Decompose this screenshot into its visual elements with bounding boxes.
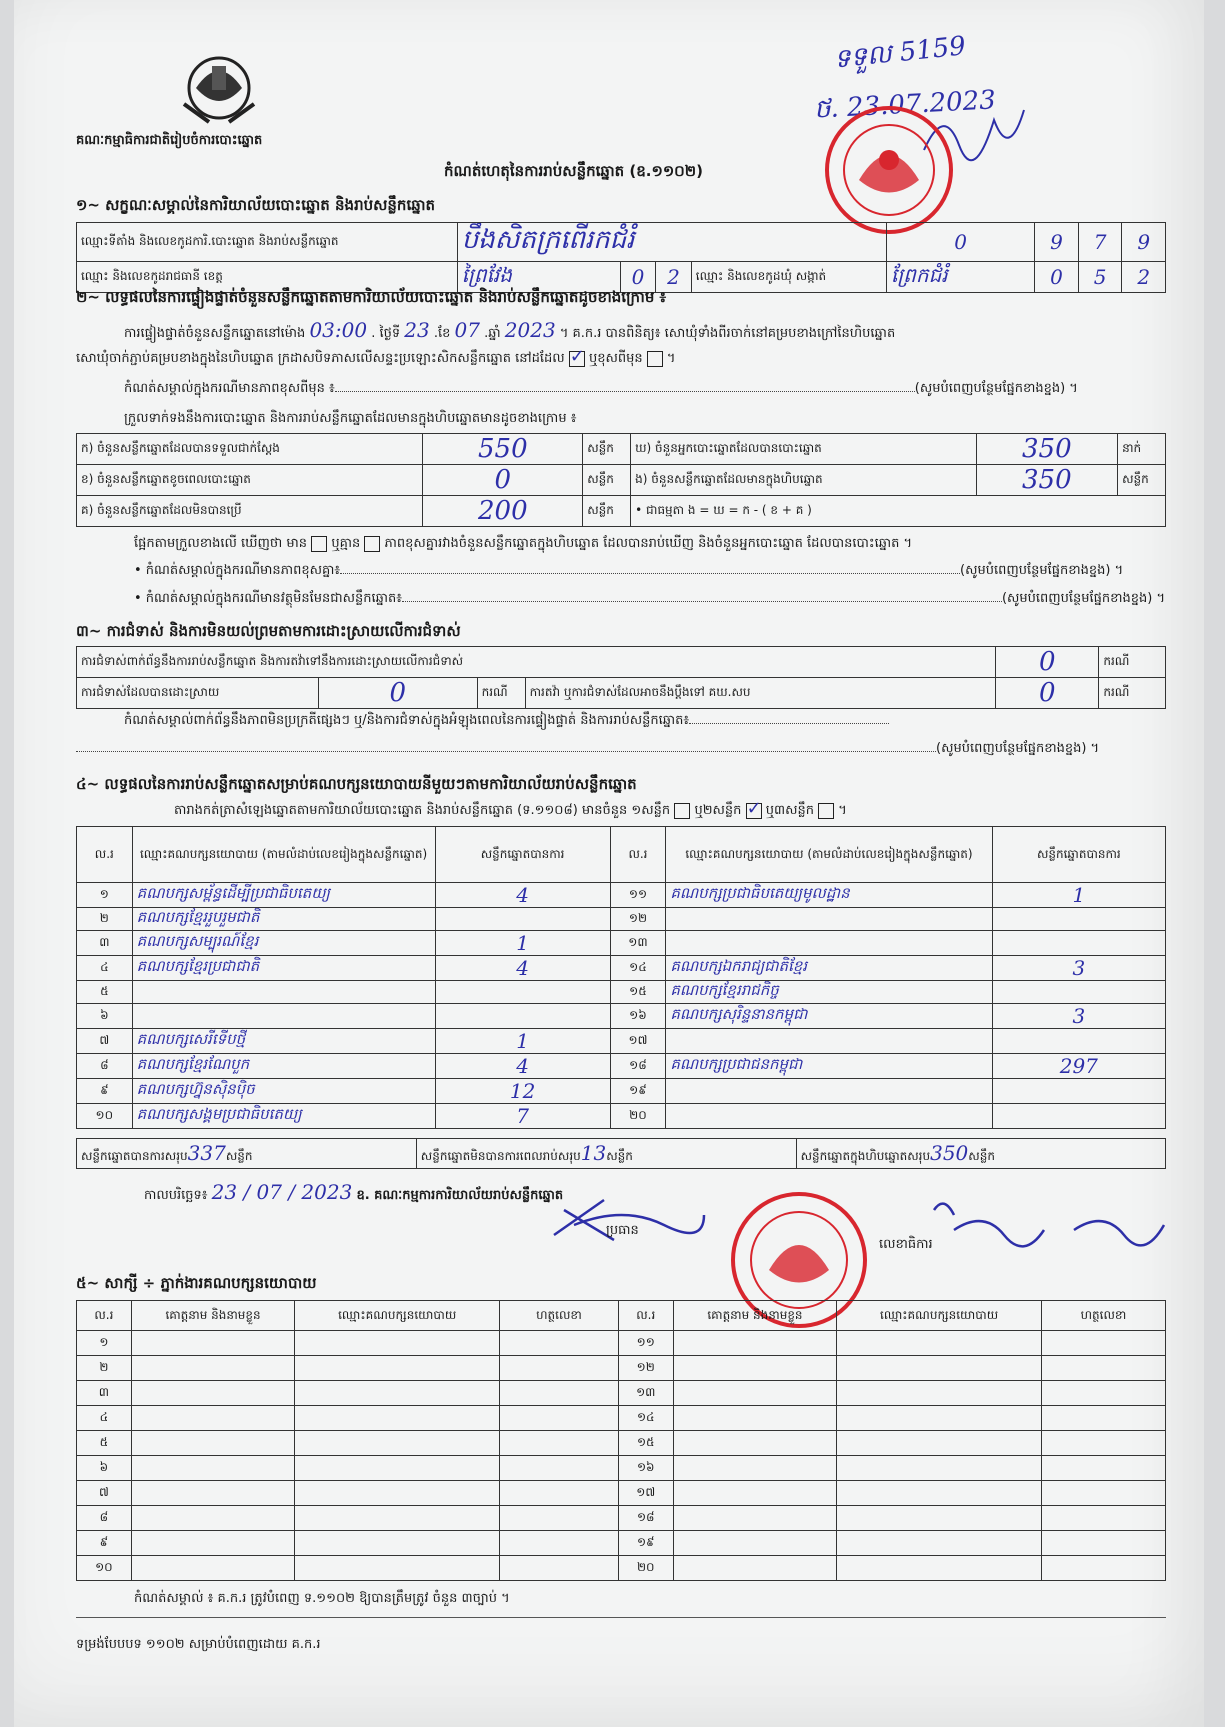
witness-entry-cell[interactable] bbox=[500, 1556, 619, 1581]
footer-form-id: ទម្រង់បែបបទ ១១០២ សម្រាប់បំពេញដោយ គ.ក.រ bbox=[76, 1637, 321, 1652]
witness-entry-cell[interactable] bbox=[1041, 1356, 1165, 1381]
party-votes-cell: 4 bbox=[435, 1054, 610, 1079]
witness-entry-cell[interactable] bbox=[673, 1331, 837, 1356]
party-results-table: ល.រ ឈ្មោះគណបក្សនយោបាយ (តាមលំដាប់លេខរៀងក្នុងសន្លឹកឆ្នោត) សន្លឹកឆ្នោតបានការ ល.រ ឈ្មោះគណបក្សនយោបាយ (តាមលំដាប់លេខរៀងក្នុងសន្លឹកឆ្នោត) សន្លឹកឆ្នោតបានការ ១ គណបក្សសម្ព័ន្ធដើម្បីប្រជាធិបតេយ្យ 4 ១១ គណបក្សប្រជាធិបតេយ្យមូលដ្ឋាន 1 ២ គណបក្សខ្មែររួបរួមជាតិ ១២ ៣ គណបក្សសម្បុរណ៍ខ្មែរ 1 ១៣ ៤ គណបក្សខ្មែរប្រជាជាតិ 4 ១៤ គណបក្សឯករាជ្យជាតិខ្មែរ 3 ៥ ១៥ គណបក្សខ្មែររាជកិច្ច ៦ ១៦ គណបក្សសុរិន្ទនានកម្ពុជា 3 ៧ គណបក្សសេរីទើបថ្មី 1 ១៧ ៨ គណបក្សខ្មែរណែបួក 4 ១៨ គណបក្សប្រជាជនកម្ពុជា 297 ៩ គណបក្សហ្វ៊ុនស៊ិនប៉ិច 12 ១៩ ១០ គណបក្សសង្គមប្រជាធិបតេយ្យ 7 ២០ bbox=[76, 826, 1166, 1129]
witness-row bbox=[77, 1331, 1166, 1356]
witness-entry-cell[interactable] bbox=[500, 1356, 619, 1381]
witness-entry-cell[interactable] bbox=[837, 1531, 1042, 1556]
party-votes-cell bbox=[435, 908, 610, 931]
complaints-resolved: 0 bbox=[318, 678, 477, 709]
party-party-cell bbox=[666, 931, 992, 956]
party-no-cell: ១៣ bbox=[610, 931, 666, 956]
party-votes-cell bbox=[435, 1004, 610, 1029]
party-no-cell: ១៦ bbox=[610, 1004, 666, 1029]
witness-entry-cell[interactable] bbox=[500, 1406, 619, 1431]
party-party-cell bbox=[132, 1004, 435, 1029]
official-stamp-icon bbox=[814, 100, 964, 240]
party-votes-cell: 1 bbox=[435, 1029, 610, 1054]
party-party-cell: គណបក្សខ្មែរប្រជាជាតិ bbox=[132, 956, 435, 981]
witness-entry-cell[interactable] bbox=[837, 1481, 1042, 1506]
party-party-cell: គណបក្សខ្មែររាជកិច្ច bbox=[666, 981, 992, 1004]
witness-table: ល.រ គោត្តនាម និងនាមខ្លួន ឈ្មោះគណបក្សនយោបាយ ហត្ថលេខា ល.រ គោត្តនាម និងនាមខ្លួន ឈ្មោះគណបក្សនយោបាយ ហត្ថលេខា ១ ១១ ២ ១២ ៣ ១៣ ៤ ១៤ ៥ ១៥ ៦ ១៦ ៧ ១៧ ៨ ១៨ ៩ ១៩ ១០ ២០ bbox=[76, 1300, 1166, 1581]
table-row bbox=[77, 908, 1166, 931]
witness-entry-cell[interactable] bbox=[131, 1406, 295, 1431]
party-no-cell: ២០ bbox=[610, 1104, 666, 1129]
witness-no-cell: ១៥ bbox=[618, 1431, 673, 1456]
witness-entry-cell[interactable] bbox=[295, 1531, 500, 1556]
witness-entry-cell[interactable] bbox=[837, 1456, 1042, 1481]
witness-entry-cell[interactable] bbox=[837, 1406, 1042, 1431]
witness-entry-cell[interactable] bbox=[295, 1506, 500, 1531]
witness-row bbox=[77, 1506, 1166, 1531]
party-votes-cell: 1 bbox=[435, 931, 610, 956]
witness-no-cell: ១៧ bbox=[618, 1481, 673, 1506]
witness-entry-cell[interactable] bbox=[131, 1331, 295, 1356]
section1-heading: ១~ សក្ខណៈសម្គាល់នៃការិយាល័យបោះឆ្នោត និងរាប់សន្លឹកឆ្នោត bbox=[76, 196, 436, 214]
party-no-cell: ៤ bbox=[77, 956, 133, 981]
witness-entry-cell[interactable] bbox=[295, 1431, 500, 1456]
witness-row bbox=[77, 1381, 1166, 1406]
witness-entry-cell[interactable] bbox=[500, 1456, 619, 1481]
witness-entry-cell[interactable] bbox=[673, 1356, 837, 1381]
witness-entry-cell[interactable] bbox=[837, 1431, 1042, 1456]
section2-line2: សោឃុំចាក់ភ្ជាប់គម្របខាងក្នុងនៃហិបឆ្នោត ក្រដាសបិទភាសលើសន្ទះប្រឡោះសិកសន្លឹកឆ្នោត នៅដដែល ✓ ឬខុសពីមុន ។ bbox=[76, 350, 1166, 369]
table-row bbox=[77, 956, 1166, 981]
station-label: ឈ្មោះទីតាំង និងលេខកូដការិ.បោះឆ្នោត និងរាប់សន្លឹកឆ្នោត bbox=[77, 223, 458, 262]
witness-entry-cell[interactable] bbox=[1041, 1506, 1165, 1531]
table-row bbox=[77, 1079, 1166, 1104]
witness-entry-cell[interactable] bbox=[837, 1381, 1042, 1406]
witness-entry-cell[interactable] bbox=[1041, 1456, 1165, 1481]
party-votes-cell bbox=[992, 908, 1165, 931]
secretary-signature-icon bbox=[914, 1190, 1174, 1270]
witness-entry-cell[interactable] bbox=[1041, 1531, 1165, 1556]
witness-entry-cell[interactable] bbox=[131, 1456, 295, 1481]
witness-entry-cell[interactable] bbox=[837, 1556, 1042, 1581]
witness-entry-cell[interactable] bbox=[673, 1456, 837, 1481]
party-party-cell: គណបក្សសេរីទើបថ្មី bbox=[132, 1029, 435, 1054]
totals-table: សន្លឹកឆ្នោតបានការសរុប337សន្លឹក សន្លឹកឆ្នោតមិនបានការពេលរាប់សរុប13សន្លឹក សន្លឹកឆ្នោតក្នុងហិបឆ្នោតសរុប350សន្លឹក bbox=[76, 1138, 1166, 1169]
ballots-received: 550 bbox=[423, 434, 583, 465]
witness-entry-cell[interactable] bbox=[500, 1531, 619, 1556]
agency-name: គណៈកម្មាធិការជាតិរៀបចំការបោះឆ្នោត bbox=[76, 133, 263, 148]
section2-note: កំណត់សម្គាល់ក្នុងករណីមានភាពខុសពីមុន ៖ (សូមបំពេញបន្ថែមផ្នែកខាងខ្នង) ។ bbox=[124, 381, 1078, 396]
party-votes-cell bbox=[992, 1079, 1165, 1104]
table-row bbox=[77, 931, 1166, 956]
party-party-cell: គណបក្សខ្មែរណែបួក bbox=[132, 1054, 435, 1079]
witness-no-cell: ១៩ bbox=[618, 1531, 673, 1556]
party-party-cell bbox=[666, 908, 992, 931]
party-no-cell: ១០ bbox=[77, 1104, 133, 1129]
party-no-cell: ៣ bbox=[77, 931, 133, 956]
count-time: 03:00 bbox=[309, 318, 368, 342]
ballot-counts-table: ក) ចំនួនសន្លឹកឆ្នោតដែលបានទទួលជាក់ស្តែង 550 សន្លឹក ឃ) ចំនួនអ្នកបោះឆ្នោតដែលបានបោះឆ្នោត 350 នាក់ ខ) ចំនួនសន្លឹកឆ្នោតខូចពេលបោះឆ្នោត 0 សន្លឹក ង) ចំនួនសន្លឹកឆ្នោតដែលមានក្នុងហិបឆ្នោត 350 សន្លឹក គ) ចំនួនសន្លឹកឆ្នោតដែលមិនបានប្រើ 200 សន្លឹក • ជាធម្មតា ង = ឃ = ក - ( ខ + គ ) bbox=[76, 433, 1166, 527]
party-no-cell: ១១ bbox=[610, 883, 666, 908]
party-votes-cell bbox=[435, 981, 610, 1004]
party-no-cell: ៨ bbox=[77, 1054, 133, 1079]
province-label: ឈ្មោះ និងលេខកូដរាជធានី ខេត្ត bbox=[77, 262, 458, 293]
total-valid: 337 bbox=[187, 1141, 226, 1165]
witness-row bbox=[77, 1556, 1166, 1581]
ballots-spoiled: 0 bbox=[423, 465, 583, 496]
witness-row bbox=[77, 1406, 1166, 1431]
party-party-cell: គណបក្សខ្មែររួបរួមជាតិ bbox=[132, 908, 435, 931]
ballots-unused: 200 bbox=[423, 496, 583, 527]
witness-entry-cell[interactable] bbox=[500, 1331, 619, 1356]
one-sheet-checkbox[interactable] bbox=[674, 803, 690, 819]
witness-entry-cell[interactable] bbox=[1041, 1481, 1165, 1506]
witness-entry-cell[interactable] bbox=[673, 1506, 837, 1531]
witness-no-cell: ១ bbox=[77, 1331, 132, 1356]
party-votes-cell: 4 bbox=[435, 956, 610, 981]
section2-heading: ២~ លទ្ធផលនៃការផ្ទៀងផ្ទាត់ចំនួនសន្លឹកឆ្នោតតាមការិយាល័យបោះឆ្នោត និងរាប់សន្លឹកឆ្នោតដូចខាងក្រោម ៖ bbox=[76, 288, 667, 306]
witness-entry-cell[interactable] bbox=[1041, 1431, 1165, 1456]
complaints-table: ការជំទាស់ពាក់ព័ន្ធនឹងការរាប់សន្លឹកឆ្នោត និងការតវ៉ាទៅនឹងការដោះស្រាយលើការជំទាស់ 0 ករណី ការជំទាស់ដែលបានដោះស្រាយ 0 ករណី ការតវ៉ា ឬការជំទាស់ដែលអាចនឹងប្តឹងទៅ គឃ.សប 0 ករណី bbox=[76, 646, 1166, 709]
form-title: កំណត់ហេតុនៃការរាប់សន្លឹកឆ្នោត (ឧ.១១០២) bbox=[444, 162, 704, 180]
witness-entry-cell[interactable] bbox=[837, 1356, 1042, 1381]
witness-entry-cell[interactable] bbox=[131, 1431, 295, 1456]
witness-entry-cell[interactable] bbox=[295, 1381, 500, 1406]
party-no-cell: ១៧ bbox=[610, 1029, 666, 1054]
section2-intro: ក្រួលទាក់ទងនឹងការបោះឆ្នោត និងការរាប់សន្លឹកឆ្នោតដែលមានក្នុងហិបឆ្នោតមានដូចខាងក្រោម ៖ bbox=[124, 411, 577, 426]
witness-entry-cell[interactable] bbox=[500, 1381, 619, 1406]
party-votes-cell: 12 bbox=[435, 1079, 610, 1104]
party-no-cell: ១ bbox=[77, 883, 133, 908]
witness-no-cell: ៣ bbox=[77, 1381, 132, 1406]
party-no-cell: ១៩ bbox=[610, 1079, 666, 1104]
irregular-note: • កំណត់សម្គាល់ក្នុងករណីមានវត្ថុមិនមែនជាសន្លឹកឆ្នោត៖ (សូមបំពេញបន្ថែមផ្នែកខាងខ្នង) ។ bbox=[134, 591, 1166, 606]
seal-broken-checkbox[interactable] bbox=[647, 351, 663, 367]
witness-entry-cell[interactable] bbox=[1041, 1331, 1165, 1356]
witness-entry-cell[interactable] bbox=[295, 1556, 500, 1581]
two-sheets-checkbox[interactable] bbox=[746, 803, 762, 819]
party-votes-cell: 4 bbox=[435, 883, 610, 908]
party-votes-cell: 7 bbox=[435, 1104, 610, 1129]
witness-entry-cell[interactable] bbox=[673, 1481, 837, 1506]
count-year: 2023 bbox=[504, 318, 556, 342]
witness-entry-cell[interactable] bbox=[500, 1506, 619, 1531]
party-party-cell: គណបក្សប្រជាជនកម្ពុជា bbox=[666, 1054, 992, 1079]
witness-entry-cell[interactable] bbox=[837, 1506, 1042, 1531]
witness-no-cell: ៩ bbox=[77, 1531, 132, 1556]
witness-entry-cell[interactable] bbox=[295, 1481, 500, 1506]
witness-entry-cell[interactable] bbox=[673, 1406, 837, 1431]
section2-line1: ការផ្ទៀងផ្ទាត់ចំនួនសន្លឹកឆ្នោតនៅម៉ោង 03:00 . ថ្ងៃទី 23 .ខែ 07 .ឆ្នាំ 2023 ។ គ.ក.រ បានពិនិត្យ៖ សោឃុំទាំងពីរចាក់នៅគម្របខាងក្រៅនៃហិបឆ្នោត bbox=[124, 318, 896, 342]
witness-no-cell: ១០ bbox=[77, 1556, 132, 1581]
party-party-cell: គណបក្សសុរិន្ទនានកម្ពុជា bbox=[666, 1004, 992, 1029]
witness-no-cell: ៥ bbox=[77, 1431, 132, 1456]
witness-row bbox=[77, 1431, 1166, 1456]
witness-entry-cell[interactable] bbox=[131, 1556, 295, 1581]
commune-label: ឈ្មោះ និងលេខកូដឃុំ សង្កាត់ bbox=[691, 262, 886, 293]
party-votes-cell bbox=[992, 981, 1165, 1004]
party-votes-cell: 3 bbox=[992, 956, 1165, 981]
table-row bbox=[77, 981, 1166, 1004]
footer-note: កំណត់សម្គាល់ ៖ គ.ក.រ ត្រូវបំពេញ ទ.១១០២ ឱ្យបានត្រឹមត្រូវ ចំនួន ៣ច្បាប់ ។ bbox=[134, 1591, 510, 1606]
witness-entry-cell[interactable] bbox=[500, 1431, 619, 1456]
witness-no-cell: ២ bbox=[77, 1356, 132, 1381]
witness-entry-cell[interactable] bbox=[295, 1331, 500, 1356]
party-party-cell bbox=[132, 981, 435, 1004]
party-no-cell: ១៥ bbox=[610, 981, 666, 1004]
witness-no-cell: ១១ bbox=[618, 1331, 673, 1356]
witness-entry-cell[interactable] bbox=[1041, 1556, 1165, 1581]
witness-no-cell: ១២ bbox=[618, 1356, 673, 1381]
discrepancy-no-checkbox[interactable] bbox=[364, 536, 380, 552]
party-party-cell bbox=[666, 1029, 992, 1054]
witness-no-cell: ១៤ bbox=[618, 1406, 673, 1431]
witness-no-cell: ៧ bbox=[77, 1481, 132, 1506]
party-no-cell: ២ bbox=[77, 908, 133, 931]
witness-entry-cell[interactable] bbox=[131, 1531, 295, 1556]
party-votes-cell bbox=[992, 931, 1165, 956]
witness-entry-cell[interactable] bbox=[131, 1356, 295, 1381]
discrepancy-note: • កំណត់សម្គាល់ក្នុងករណីមានភាពខុសគ្នា៖ (សូមបំពេញបន្ថែមផ្នែកខាងខ្នង) ។ bbox=[134, 563, 1124, 578]
section4-intro: តារាងកត់ត្រាសំឡេងឆ្នោតតាមការិយាល័យបោះឆ្នោត និងរាប់សន្លឹកឆ្នោត (ទ.១១០៨) មានចំនួន ១សន្លឹក ឬ២សន្លឹក ✓ ឬ៣សន្លឹក ។ bbox=[174, 802, 847, 821]
count-day: 23 bbox=[404, 318, 430, 342]
complaints-forwarded: 0 bbox=[996, 678, 1099, 709]
table-row bbox=[77, 1029, 1166, 1054]
signoff-date: កាលបរិច្ឆេទ៖ 23 / 07 / 2023 ឧ. គណៈកម្មការការិយាល័យរាប់សន្លឹកឆ្នោត bbox=[144, 1180, 564, 1204]
witness-no-cell: ២០ bbox=[618, 1556, 673, 1581]
section5-heading: ៥~ សាក្សី ÷ ភ្នាក់ងារគណបក្សនយោបាយ bbox=[76, 1274, 317, 1292]
witness-row bbox=[77, 1356, 1166, 1381]
witness-entry-cell[interactable] bbox=[837, 1331, 1042, 1356]
complaints-total: 0 bbox=[996, 647, 1099, 678]
province-name: ព្រៃវែង bbox=[461, 263, 512, 287]
party-votes-cell bbox=[992, 1029, 1165, 1054]
party-party-cell: គណបក្សសម្ព័ន្ធដើម្បីប្រជាធិបតេយ្យ bbox=[132, 883, 435, 908]
party-votes-cell bbox=[992, 1104, 1165, 1129]
party-party-cell bbox=[666, 1104, 992, 1129]
voters-voted: 350 bbox=[976, 434, 1117, 465]
witness-entry-cell[interactable] bbox=[673, 1431, 837, 1456]
party-no-cell: ៩ bbox=[77, 1079, 133, 1104]
witness-no-cell: ១៨ bbox=[618, 1506, 673, 1531]
ballot-count-form: គណៈកម្មាធិការជាតិរៀបចំការបោះឆ្នោត កំណត់ហេតុនៃការរាប់សន្លឹកឆ្នោត (ឧ.១១០២) ទទួល 5159 ថ. 23.07.2023 ១~ សក្ខណៈសម្គាល់នៃការិយាល័យបោះឆ្នោត និងរាប់សន្លឹកឆ្នោត ឈ្មោះទីតាំង និងលេខកូដការិ.បោះឆ្នោត និងរាប់សន្លឹកឆ្នោត បឹងសិតក្រពើរកជំរំ 0 9 7 9 ឈ្មោះ និងលេខកូដរាជធានី ខេត្ត ព្រៃវែង 0 2 ឈ្មោះ និងលេខកូដឃុំ សង្កាត់ ព្រែកជំរំ 0 5 2 ២~ លទ្ធផលនៃការផ្ទៀងផ្ទាត់ចំនួនសន្លឹកឆ្នោតតាមការិយាល័យបោះឆ្នោត និងរាប់សន្លឹកឆ្នោតដូចខាងក្រោម ៖ ការផ្ទៀងផ្ទាត់ចំនួនសន្លឹកឆ្នោតនៅម៉ោង 03:00 . ថ្ងៃទី 23 .ខែ 07 .ឆ្នាំ 2023 ។ គ.ក.រ បានពិនិត្យ៖ សោឃុំទាំងពីរចាក់នៅគម្របខាងក្រៅនៃហិបឆ្នោត សោឃុំចាក់ភ្ជាប់គម្របខាងក្នុងនៃហិបឆ្នោត ក្រដាសបិទភាសលើសន្ទះប្រឡោះសិកសន្លឹកឆ្នោត នៅដដែល ✓ ឬខុសពីមុន ។ កំណត់សម្គាល់ក្នុងករណីមានភាពខុសពីមុន ៖ (សូមបំពេញបន្ថែមផ្នែកខាងខ្នង) ។ ក្រួលទាក់ទងនឹងការបោះឆ្នោត និងការរាប់សន្លឹកឆ្នោតដែលមានក្នុងហិបឆ្នោតមានដូចខាងក្រោម ៖ ក) ចំនួនសន្លឹកឆ្នោតដែលបានទទួលជាក់ស្តែង 550 សន្លឹក ឃ) ចំនួនអ្នកបោះឆ្នោតដែលបានបោះឆ្នោត 350 នាក់ ខ) ចំនួនសន្លឹកឆ្នោតខូចពេលបោះឆ្នោត 0 សន្លឹក ង) ចំនួនសន្លឹកឆ្នោតដែលមានក្នុងហិបឆ្នោត 350 សន្លឹក គ) ចំនួនសន្លឹកឆ្នោតដែលមិនបានប្រើ 200 សន្លឹក • ជាធម្មតា ង = ឃ = ក - ( ខ + គ ) ផ្អែកតាមក្រួលខាងលើ ឃើញថា មាន ឬគ្មាន ភាពខុសគ្នារវាងចំនួនសន្លឹកឆ្នោតក្នុងហិបឆ្នោត ដែលបានរាប់ឃើញ និងចំនួនអ្នកបោះឆ្នោត ដែលបានបោះឆ្នោត ។ • កំណត់សម្គាល់ក្នុងករណីមានភាពខុសគ្នា៖ (សូមបំពេញបន្ថែមផ្នែកខាងខ្នង) ។ • កំណត់សម្គាល់ក្នុងករណីមានវត្ថុមិនមែនជាសន្លឹកឆ្នោត៖ (សូមបំពេញបន្ថែមផ្នែកខាងខ្នង) ។ ៣~ ការជំទាស់ និងការមិនយល់ព្រមតាមការដោះស្រាយលើការជំទាស់ ការជំទាស់ពាក់ព័ន្ធនឹងការរាប់សន្លឹកឆ្នោត និងការតវ៉ាទៅនឹងការដោះស្រាយលើការជំទាស់ 0 ករណី ការជំទាស់ដែលបានដោះស្រាយ 0 ករណី ការតវ៉ា ឬការជំទាស់ដែលអាចនឹងប្តឹងទៅ គឃ.សប 0 ករណី កំណត់សម្គាល់ពាក់ព័ន្ធនឹងភាពមិនប្រក្រតីផ្សេងៗ ឬ/និងការជំទាស់ក្នុងអំឡុងពេលនៃការផ្ទៀងផ្ទាត់ និងការរាប់សន្លឹកឆ្នោត៖ (សូមបំពេញបន្ថែមផ្នែកខាងខ្នង) ។ ៤~ លទ្ធផលនៃការរាប់សន្លឹកឆ្នោតសម្រាប់គណបក្សនយោបាយនីមួយៗតាមការិយាល័យរាប់សន្លឹកឆ្នោត តារាងកត់ត្រាសំឡេងឆ្នោតតាមការិយាល័យបោះឆ្នោត និងរាប់សន្លឹកឆ្នោត (ទ.១១០៨) មានចំនួន ១សន្លឹក ឬ២សន្លឹក ✓ ឬ៣សន្លឹក ។ ល.រ ឈ្មោះគណបក្សនយោបាយ (តាមលំដាប់លេខរៀងក្នុងសន្លឹកឆ្នោត) សន្លឹកឆ្នោតបានការ ល.រ ឈ្មោះគណបក្សនយោបាយ (តាមលំដាប់លេខរៀងក្នុងសន្លឹកឆ្នោត) សន្លឹកឆ្នោតបានការ ១ គណបក្សសម្ព័ន្ធដើម្បីប្រជាធិបតេយ្យ 4 ១១ គណបក្សប្រជាធិបតេយ្យមូលដ្ឋាន 1 ២ គណបក្សខ្មែររួបរួមជាតិ ១២ ៣ គណបក្សសម្បុរណ៍ខ្មែរ 1 ១៣ ៤ គណបក្សខ្មែរប្រជាជាតិ 4 ១៤ គណបក្សឯករាជ្យជាតិខ្មែរ 3 ៥ ១៥ គណបក្សខ្មែររាជកិច្ច ៦ ១៦ គណបក្សសុរិន្ទនានកម្ពុជា 3 ៧ គណបក្សសេរីទើបថ្មី 1 ១៧ ៨ គណបក្សខ្មែរណែបួក 4 ១៨ គណបក្សប្រជាជនកម្ពុជា 297 ៩ គណបក្សហ្វ៊ុនស៊ិនប៉ិច 12 ១៩ ១០ គណបក្សសង្គមប្រជាធិបតេយ្យ 7 ២០ សន្លឹកឆ្នោតបានការសរុប337សន្លឹក សន្លឹកឆ្នោតមិនបានការពេលរាប់សរុប13សន្លឹក សន្លឹកឆ្នោតក្នុងហិបឆ្នោតសរុប350សន្លឹក កាលបរិច្ឆេទ៖ 23 / 07 / 2023 ឧ. គណៈកម្មការការិយាល័យរាប់សន្លឹកឆ្នោត ប្រធាន លេខាធិការ ៥~ សាក្សី ÷ ភ្នាក់ងារគណបក្សនយោបាយ ល.រ គោត្តនាម និងនាមខ្លួន ឈ្មោះគណបក្សនយោបាយ ហត្ថលេខា ល.រ គោត្តនាម និងនាមខ្លួន ឈ្មោះគណបក្សនយោបាយ ហត្ថលេខា ១ ១១ ២ ១២ ៣ ១៣ ៤ ១៤ ៥ ១៥ ៦ ១៦ ៧ ១៧ ៨ ១៨ ៩ ១៩ ១០ ២០ កំណត់សម្គាល់ ៖ គ.ក.រ ត្រូវបំពេញ ទ.១១០២ ឱ្យបានត្រឹមត្រូវ ចំនួន ៣ច្បាប់ ។ ទម្រង់បែបបទ ១១០២ សម្រាប់បំពេញដោយ គ.ក.រ bbox=[14, 0, 1204, 1727]
ballots-in-box: 350 bbox=[976, 465, 1117, 496]
table-row bbox=[77, 1004, 1166, 1029]
section3-note: កំណត់សម្គាល់ពាក់ព័ន្ធនឹងភាពមិនប្រក្រតីផ្សេងៗ ឬ/និងការជំទាស់ក្នុងអំឡុងពេលនៃការផ្ទៀងផ្ទាត់ និងការរាប់សន្លឹកឆ្នោត៖ bbox=[124, 712, 1174, 731]
table-row bbox=[77, 1104, 1166, 1129]
party-party-cell: គណបក្សសម្បុរណ៍ខ្មែរ bbox=[132, 931, 435, 956]
total-in-box: 350 bbox=[930, 1141, 969, 1165]
party-party-cell: គណបក្សប្រជាធិបតេយ្យមូលដ្ឋាន bbox=[666, 883, 992, 908]
witness-entry-cell[interactable] bbox=[1041, 1381, 1165, 1406]
party-no-cell: ៥ bbox=[77, 981, 133, 1004]
handwritten-receipt: ទទួល 5159 bbox=[832, 31, 968, 75]
section2-compare: ផ្អែកតាមក្រួលខាងលើ ឃើញថា មាន ឬគ្មាន ភាពខុសគ្នារវាងចំនួនសន្លឹកឆ្នោតក្នុងហិបឆ្នោត ដែលបានរាប់ឃើញ និងចំនួនអ្នកបោះឆ្នោត ដែលបានបោះឆ្នោត ។ bbox=[134, 536, 913, 551]
handwritten-date-top: ថ. 23.07.2023 bbox=[813, 85, 997, 125]
secretary-label: លេខាធិការ bbox=[879, 1237, 933, 1252]
witness-entry-cell[interactable] bbox=[295, 1406, 500, 1431]
witness-no-cell: ៦ bbox=[77, 1456, 132, 1481]
witness-entry-cell[interactable] bbox=[131, 1381, 295, 1406]
witness-entry-cell[interactable] bbox=[500, 1481, 619, 1506]
table-row bbox=[77, 1054, 1166, 1079]
witness-entry-cell[interactable] bbox=[131, 1506, 295, 1531]
party-no-cell: ១៤ bbox=[610, 956, 666, 981]
polling-station-table: ឈ្មោះទីតាំង និងលេខកូដការិ.បោះឆ្នោត និងរាប់សន្លឹកឆ្នោត បឹងសិតក្រពើរកជំរំ 0 9 7 9 ឈ្មោះ និងលេខកូដរាជធានី ខេត្ត ព្រៃវែង 0 2 ឈ្មោះ និងលេខកូដឃុំ សង្កាត់ ព្រែកជំរំ 0 5 2 bbox=[76, 222, 1166, 293]
witness-entry-cell[interactable] bbox=[295, 1356, 500, 1381]
table-row bbox=[77, 883, 1166, 908]
witness-no-cell: ៨ bbox=[77, 1506, 132, 1531]
witness-no-cell: ១៣ bbox=[618, 1381, 673, 1406]
witness-entry-cell[interactable] bbox=[1041, 1406, 1165, 1431]
witness-no-cell: ១៦ bbox=[618, 1456, 673, 1481]
party-no-cell: ៧ bbox=[77, 1029, 133, 1054]
section4-heading: ៤~ លទ្ធផលនៃការរាប់សន្លឹកឆ្នោតសម្រាប់គណបក្សនយោបាយនីមួយៗតាមការិយាល័យរាប់សន្លឹកឆ្នោត bbox=[76, 775, 637, 793]
party-votes-cell: 3 bbox=[992, 1004, 1165, 1029]
party-party-cell: គណបក្សឯករាជ្យជាតិខ្មែរ bbox=[666, 956, 992, 981]
formula: • ជាធម្មតា ង = ឃ = ក - ( ខ + គ ) bbox=[631, 496, 1166, 527]
witness-entry-cell[interactable] bbox=[295, 1456, 500, 1481]
party-no-cell: ១២ bbox=[610, 908, 666, 931]
witness-entry-cell[interactable] bbox=[673, 1556, 837, 1581]
party-no-cell: ១៨ bbox=[610, 1054, 666, 1079]
chair-label: ប្រធាន bbox=[606, 1223, 639, 1238]
station-name: បឹងសិតក្រពើរកជំរំ bbox=[461, 225, 635, 255]
party-party-cell bbox=[666, 1079, 992, 1104]
discrepancy-yes-checkbox[interactable] bbox=[311, 536, 327, 552]
party-party-cell: គណបក្សសង្គមប្រជាធិបតេយ្យ bbox=[132, 1104, 435, 1129]
count-month: 07 bbox=[454, 318, 480, 342]
party-votes-cell: 297 bbox=[992, 1054, 1165, 1079]
section3-heading: ៣~ ការជំទាស់ និងការមិនយល់ព្រមតាមការដោះស្រាយលើការជំទាស់ bbox=[76, 622, 461, 640]
witness-entry-cell[interactable] bbox=[131, 1481, 295, 1506]
commune-name: ព្រែកជំរំ bbox=[890, 263, 948, 287]
witness-entry-cell[interactable] bbox=[673, 1381, 837, 1406]
witness-entry-cell[interactable] bbox=[673, 1531, 837, 1556]
seal-intact-checkbox[interactable] bbox=[569, 351, 585, 367]
witness-row bbox=[77, 1481, 1166, 1506]
party-no-cell: ៦ bbox=[77, 1004, 133, 1029]
witness-row bbox=[77, 1531, 1166, 1556]
nec-emblem-icon bbox=[174, 44, 264, 128]
witness-row bbox=[77, 1456, 1166, 1481]
party-party-cell: គណបក្សហ្វ៊ុនស៊ិនប៉ិច bbox=[132, 1079, 435, 1104]
party-votes-cell: 1 bbox=[992, 883, 1165, 908]
total-invalid: 13 bbox=[580, 1141, 607, 1165]
three-sheets-checkbox[interactable] bbox=[818, 803, 834, 819]
witness-no-cell: ៤ bbox=[77, 1406, 132, 1431]
